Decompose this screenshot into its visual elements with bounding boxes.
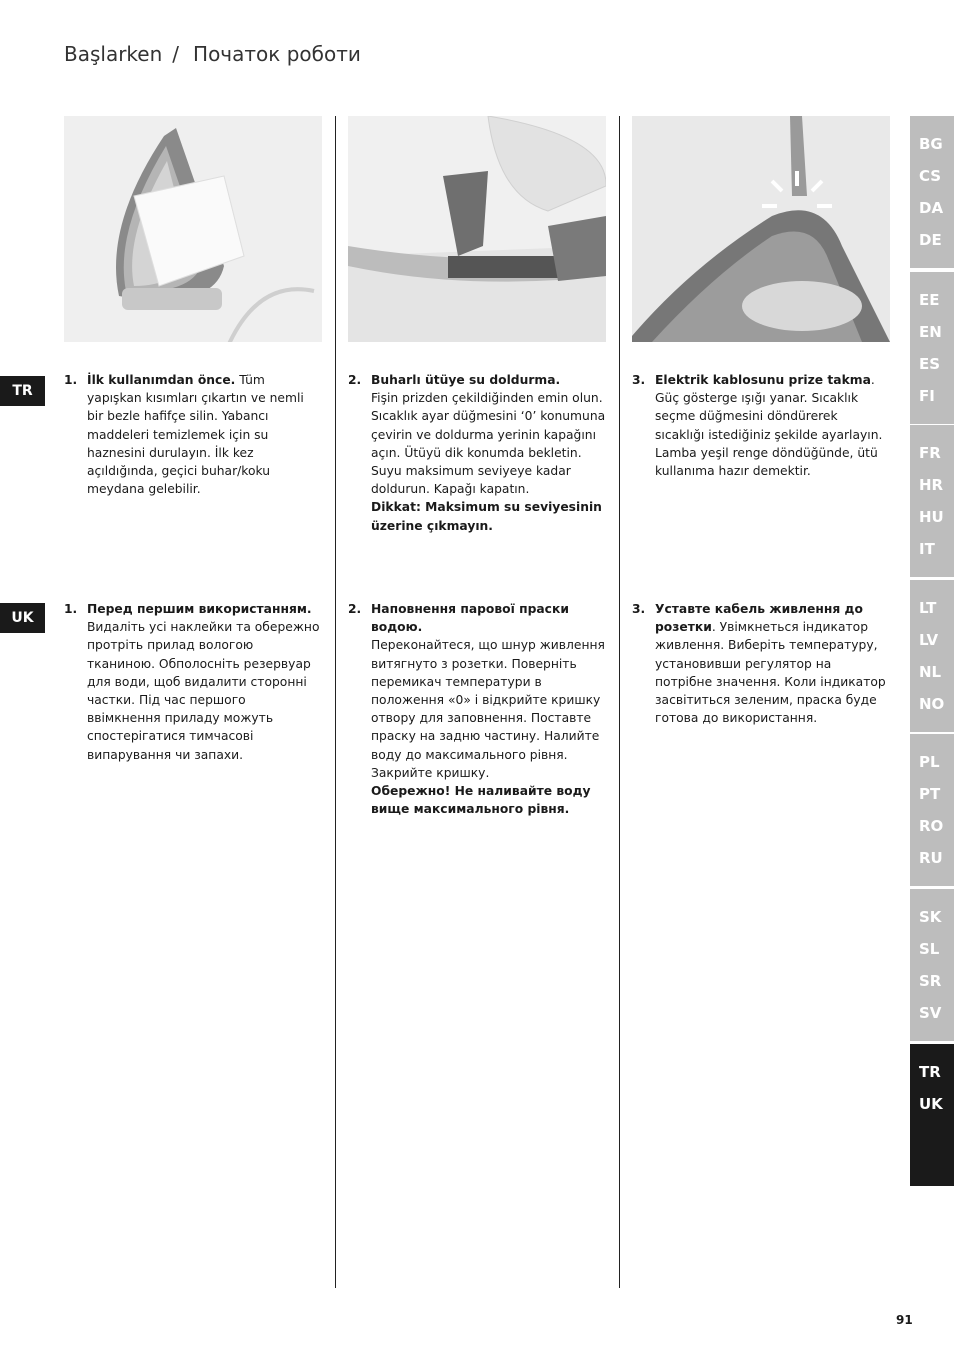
step-text: Переконайтеся, що шнур живлення витягнуто з розетки. Поверніть перемикач температури в положення «0» і відкрийте кришку отвору для заповнення. Поставте праску на задню частину. Налийте воду до максимального рівня. Закрийте кришку. bbox=[371, 638, 605, 780]
lang-tab[interactable]: PT bbox=[919, 785, 941, 803]
lang-tab[interactable]: NO bbox=[919, 695, 945, 713]
column-divider bbox=[335, 116, 336, 1288]
column-divider bbox=[619, 116, 620, 1288]
lang-tab-group bbox=[910, 734, 954, 886]
lang-tab-active[interactable]: TR bbox=[919, 1063, 941, 1081]
lang-tab[interactable]: CS bbox=[919, 167, 942, 185]
step-text: . Увімкнеться індикатор живлення. Виберіть температуру, установивши регулятор на потрібне значення. Коли індикатор засвітиться зеленим, праска буде готова до використання. bbox=[655, 620, 886, 726]
photo-filling bbox=[348, 116, 606, 342]
lang-tab[interactable]: HU bbox=[919, 508, 944, 526]
tr-step-3 bbox=[632, 371, 890, 480]
step-number: 1. bbox=[64, 373, 78, 387]
step-number: 2. bbox=[348, 373, 362, 387]
lang-tab[interactable]: SL bbox=[919, 940, 940, 958]
lang-tab[interactable]: HR bbox=[919, 476, 944, 494]
step-heading: İlk kullanımdan önce. bbox=[87, 373, 236, 387]
lang-tag-uk: UK bbox=[0, 603, 45, 633]
step-heading: Elektrik kablosunu prize takma bbox=[655, 373, 871, 387]
lang-tab-group bbox=[910, 580, 954, 732]
page-title bbox=[64, 42, 361, 66]
lang-tab[interactable]: PL bbox=[919, 753, 940, 771]
lang-tab[interactable]: LT bbox=[919, 599, 937, 617]
lang-tab[interactable]: FI bbox=[919, 387, 935, 405]
step-text: . Güç gösterge ışığı yanar. Sıcaklık seçme düğmesini döndürerek sıcaklığı istediğiniz şekilde ayarlayın. Lamba yeşil renge döndüğünde, ütü kullanıma hazır demektir. bbox=[655, 373, 883, 479]
uk-step-1 bbox=[64, 600, 322, 764]
iron-cloth-illustration bbox=[64, 116, 322, 342]
lang-tab[interactable]: ES bbox=[919, 355, 941, 373]
lang-tab[interactable]: NL bbox=[919, 663, 942, 681]
step-heading: Уставте кабель живлення до розетки bbox=[655, 602, 863, 635]
lang-tab-group-active bbox=[910, 1044, 954, 1186]
step-warning: Dikkat: Maksimum su seviyesinin üzerine çıkmayın. bbox=[371, 500, 602, 533]
lang-tab[interactable]: FR bbox=[919, 444, 941, 462]
tr-step-2 bbox=[348, 371, 606, 535]
lang-tab[interactable]: SR bbox=[919, 972, 942, 990]
title-uk: Початок роботи bbox=[193, 42, 361, 66]
lang-tab-group bbox=[910, 272, 954, 424]
step-heading: Buharlı ütüye su doldurma. bbox=[371, 373, 561, 387]
step-number: 2. bbox=[348, 602, 362, 616]
photo-indicator bbox=[632, 116, 890, 342]
tr-step-1 bbox=[64, 371, 322, 498]
step-number: 3. bbox=[632, 373, 646, 387]
uk-step-2 bbox=[348, 600, 606, 818]
step-warning: Обережно! Не наливайте воду вище максимального рівня. bbox=[371, 784, 591, 817]
filling-illustration bbox=[348, 116, 606, 342]
step-heading: Наповнення парової праски водою. bbox=[371, 602, 569, 635]
lang-tab-group bbox=[910, 889, 954, 1041]
lang-tab[interactable]: BG bbox=[919, 135, 943, 153]
title-tr: Başlarken bbox=[64, 42, 163, 66]
lang-tab[interactable]: SV bbox=[919, 1004, 942, 1022]
step-number: 3. bbox=[632, 602, 646, 616]
lang-tab-group bbox=[910, 116, 954, 268]
uk-step-3 bbox=[632, 600, 890, 727]
lang-tab[interactable]: RO bbox=[919, 817, 944, 835]
lang-tab[interactable]: IT bbox=[919, 540, 935, 558]
step-text: Fişin prizden çekildiğinden emin olun. Sıcaklık ayar düğmesini ‘0’ konumuna çevirin ve doldurma yerinin kapağını açın. Ütüyü dik konumda bekletin. Suyu maksimum seviyeye kadar doldurun. Kapağı kapatın. bbox=[371, 391, 606, 497]
lang-tab[interactable]: SK bbox=[919, 908, 942, 926]
lang-tab[interactable]: EN bbox=[919, 323, 942, 341]
step-number: 1. bbox=[64, 602, 78, 616]
lang-tab-active[interactable]: UK bbox=[919, 1095, 943, 1113]
indicator-illustration bbox=[632, 116, 890, 342]
lang-tab[interactable]: DA bbox=[919, 199, 944, 217]
page-number: 91 bbox=[896, 1313, 913, 1327]
lang-tab[interactable]: LV bbox=[919, 631, 939, 649]
lang-tab-group bbox=[910, 425, 954, 577]
lang-tab[interactable]: RU bbox=[919, 849, 943, 867]
lang-tab[interactable]: EE bbox=[919, 291, 940, 309]
lang-tag-tr: TR bbox=[0, 376, 45, 406]
step-text: Tüm yapışkan kısımları çıkartın ve nemli bir bezle hafifçe silin. Yabancı maddeleri temizlemek için su haznesini durulayın. İlk kez açıldığında, geçici buhar/koku meydana gelebilir. bbox=[87, 373, 304, 497]
photo-iron-cloth bbox=[64, 116, 322, 342]
step-heading: Перед першим використанням. bbox=[87, 602, 312, 616]
lang-tab[interactable]: DE bbox=[919, 231, 942, 249]
title-separator: / bbox=[172, 42, 180, 66]
step-text: Видаліть усі наклейки та обережно протріть прилад вологою тканиною. Обполосніть резервуар для води, щоб видалити сторонні частки. Під час першого ввімкнення приладу можуть спостерігатися тимчасові випарування чи запахи. bbox=[87, 620, 320, 762]
